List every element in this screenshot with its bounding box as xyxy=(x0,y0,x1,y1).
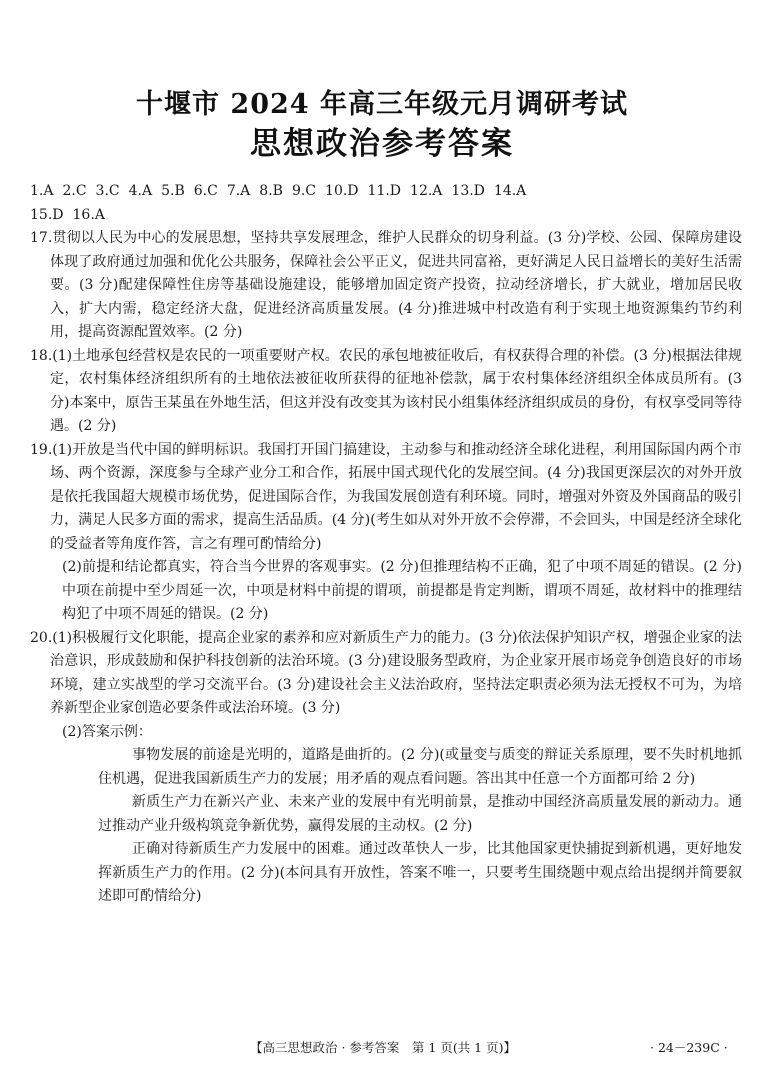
exam-title: 十堰市 2024 年高三年级元月调研考试 xyxy=(136,89,628,120)
mc-answers-line1 xyxy=(30,180,742,204)
answer-q20-part2-point1: 事物发展的前途是光明的，道路是曲折的。(2 分)(或量变与质变的辩证关系原理，要不失时机地抓住机遇，促进我国新质生产力的发展；用矛盾的观点看问题。答出其中任意一个方面都可给 2 分) xyxy=(98,747,742,787)
mc-answer: 2.C xyxy=(62,183,87,199)
answer-body xyxy=(30,180,742,909)
mc-answer: 5.B xyxy=(161,183,185,199)
mc-answer: 11.D xyxy=(367,183,402,199)
answer-q20-part2-heading: (2)答案示例： xyxy=(62,723,152,740)
mc-answer: 14.A xyxy=(493,183,527,199)
mc-answer: 10.D xyxy=(325,183,359,199)
answer-q20-part2-point3: 正确对待新质生产力发展中的困难。通过改革快人一步，比其他国家更快捕捉到新机遇，更好地发挥新质生产力的作用。(2 分)(本问具有开放性，答案不唯一，只要考生围绕题中观点给出提纲并简要叙述即可酌情给分) xyxy=(98,841,742,904)
mc-answer: 6.C xyxy=(193,183,218,199)
mc-answer: 9.C xyxy=(291,183,317,199)
answer-q20-part1: 20.(1)积极履行文化职能，提高企业家的素养和应对新质生产力的能力。(3 分)依法保护知识产权，增强企业家的法治意识，形成鼓励和保护科技创新的法治环境。(3 分)建设服务型政府，为企业家开展市场竞争创造良好的市场环境，建立实战型的学习交流平台。(3 分)建设社会主义法治政府，坚持法定职责必须为法无授权不可为，为培养新型企业家创造必要条件或法治环境。(3 分) xyxy=(30,629,742,716)
answer-q20-part2-point2: 新质生产力在新兴产业、未来产业的发展中有光明前景，是推动中国经济高质量发展的新动力。通过推动产业升级构筑竞争新优势，赢得发展的主动权。(2 分) xyxy=(98,794,742,834)
footer-page-info: 【高三思想政治 · 参考答案 第 1 页(共 1 页)】 xyxy=(250,1040,516,1055)
answer-q19-part1: 19.(1)开放是当代中国的鲜明标识。我国打开国门搞建设，主动参与和推动经济全球化进程，利用国际国内两个市场、两个资源，深度参与全球产业分工和合作，拓展中国式现代化的发展空间。(4 分)我国更深层次的对外开放是依托我国超大规模市场优势，促进国际合作，为我国发展创造有利环境。同时，增强对外资及外国商品的吸引力，满足人民多方面的需求，提高生活品质。(4 分)(考生如从对外开放不会停滞，不会回头，中国是经济全球化的受益者等角度作答，言之有理可酌情给分) xyxy=(30,441,742,552)
mc-answer: 7.A xyxy=(226,183,251,199)
answer-title: 思想政治参考答案 xyxy=(250,126,514,162)
answer-q17: 17.贯彻以人民为中心的发展思想，坚持共享发展理念，维护人民群众的切身利益。(3 分)学校、公园、保障房建设体现了政府通过加强和优化公共服务，保障社会公平正义，促进共同富裕，更好满足人民日益增长的美好生活需要。(3 分)配建保障性住房等基础设施建设，能够增加固定资产投资，拉动经济增长，扩大就业，增加居民收入，扩大内需，稳定经济大盘，促进经济高质量发展。(4 分)推进城中村改造有利于实现土地资源集约节约利用，提高资源配置效率。(2 分) xyxy=(30,230,742,340)
mc-answers-line2 xyxy=(30,204,742,228)
mc-answer: 12.A xyxy=(410,183,443,199)
mc-answer: 1.A xyxy=(30,183,54,199)
footer-code: · 24－239C · xyxy=(650,1040,728,1055)
mc-answer: 15.D xyxy=(30,206,64,223)
mc-answer: 3.C xyxy=(95,183,120,199)
mc-answer: 4.A xyxy=(128,183,153,199)
mc-answer: 16.A xyxy=(72,206,105,223)
answer-q18: 18.(1)土地承包经营权是农民的一项重要财产权。农民的承包地被征收后，有权获得合理的补偿。(3 分)根据法律规定，农村集体经济组织所有的土地依法被征收所获得的征地补偿款，属于农村集体经济组织全体成员所有。(3 分)本案中，原告王某虽在外地生活，但这并没有改变其为该村民小组集体经济组织成员的身份，有权享受同等待遇。(2 分) xyxy=(30,347,742,434)
mc-answer: 13.D xyxy=(451,183,485,199)
mc-answer: 8.B xyxy=(259,183,283,199)
answer-q19-part2: (2)前提和结论都真实，符合当今世界的客观事实。(2 分)但推理结构不正确，犯了中项不周延的错误。(2 分)中项在前提中至少周延一次，中项是材料中前提的谓项，前提都是肯定判断，谓项不周延，故材料中的推理结构犯了中项不周延的错误。(2 分) xyxy=(62,559,742,622)
